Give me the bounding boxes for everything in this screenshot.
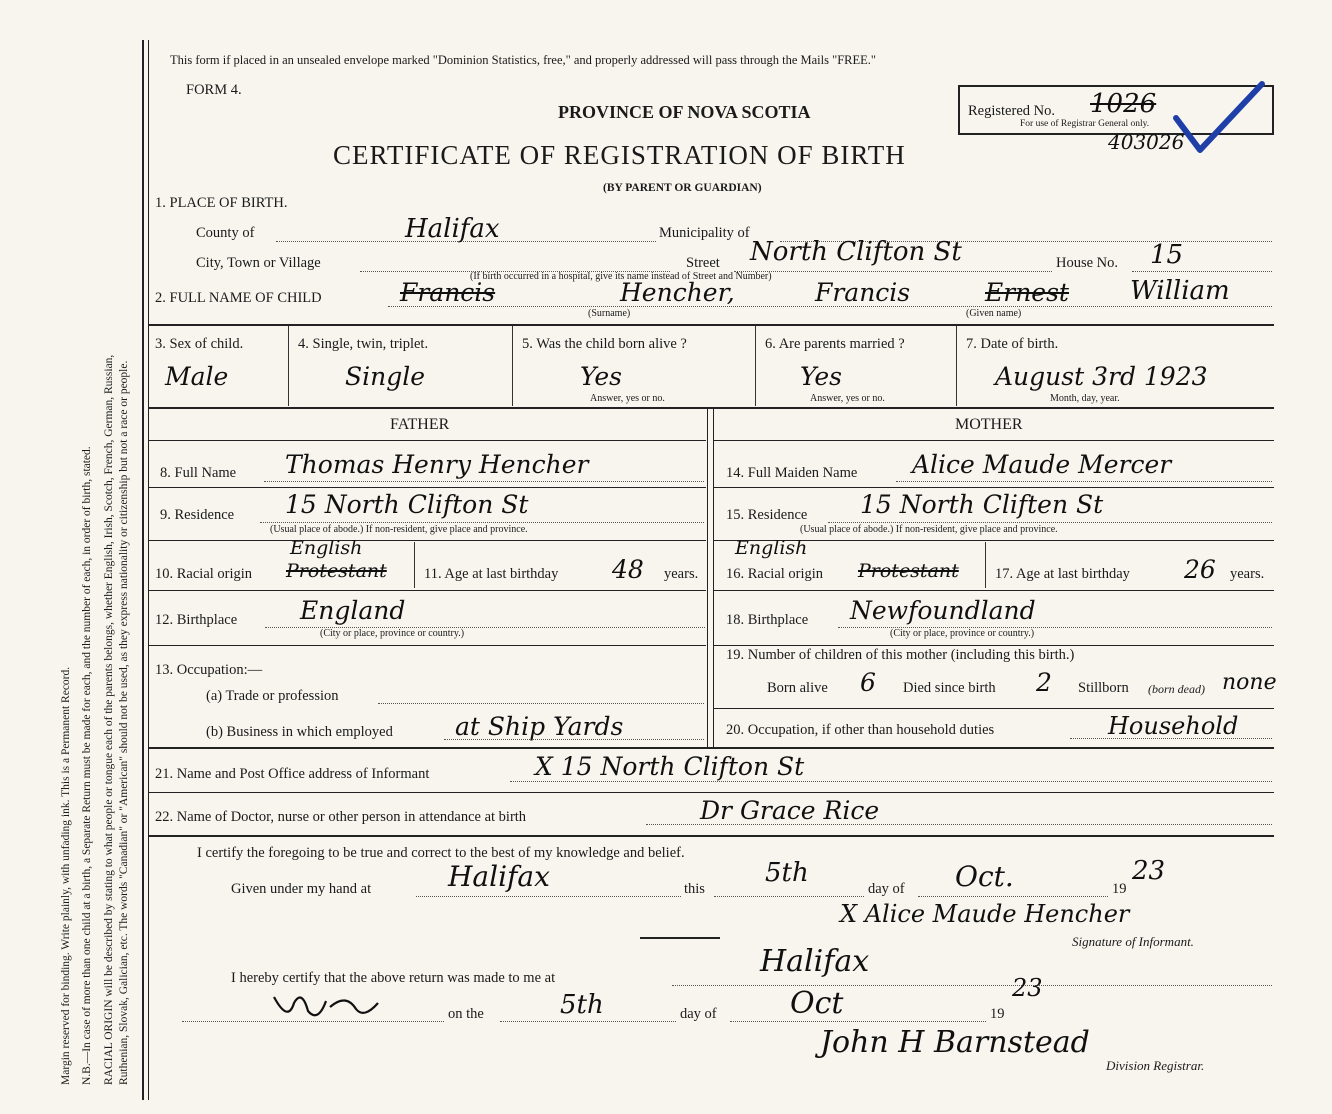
mother-age-label: 17. Age at last birthday (995, 566, 1130, 582)
street-label: Street (686, 255, 720, 271)
born-alive-value: Yes (580, 362, 622, 391)
registrar-note: For use of Registrar General only. (1020, 119, 1150, 129)
hereby-text: I hereby certify that the above return was made to me at (231, 970, 556, 986)
province-heading: PROVINCE OF NOVA SCOTIA (558, 102, 811, 122)
father-birthplace-caption: (City or place, province or country.) (320, 628, 465, 639)
business-value: at Ship Yards (455, 712, 624, 741)
died-label: Died since birth (903, 680, 996, 696)
informant-value: X 15 North Clifton St (535, 752, 805, 781)
nb-note: N.B.—In case of more than one child at a birth, a Separate Return must be made for each, and the number of each, in order of birth, stated. (81, 446, 93, 1085)
given-year: 23 (1132, 856, 1166, 886)
doctor-label: 22. Name of Doctor, nurse or other person in attendance at birth (155, 809, 527, 825)
father-racial-struck: Protestant (286, 560, 387, 582)
stamp-number: 403026 (1108, 130, 1185, 154)
plurality-label: 4. Single, twin, triplet. (298, 336, 429, 352)
mother-heading: MOTHER (955, 416, 1023, 433)
married-label: 6. Are parents married ? (765, 336, 905, 352)
registered-label: Registered No. (968, 103, 1055, 119)
racial-origin-note: RACIAL ORIGIN will be described by stating to what people or tongue each of the parents belongs, whether English, Irish, Scotch, French, German, Russian, (103, 354, 115, 1085)
sex-label: 3. Sex of child. (155, 336, 244, 352)
house-value: 15 (1150, 240, 1184, 270)
mother-racial-label: 16. Racial origin (726, 566, 824, 582)
received-month: Oct (790, 986, 844, 1021)
mother-birthplace-value: Newfoundland (850, 596, 1036, 625)
father-heading: FATHER (390, 416, 450, 433)
trade-label: (a) Trade or profession (206, 688, 339, 704)
mother-name-label: 14. Full Maiden Name (726, 465, 858, 481)
informant-sig-caption: Signature of Informant. (1072, 934, 1194, 949)
child-name-label: 2. FULL NAME OF CHILD (155, 290, 322, 306)
given-day: 5th (765, 858, 809, 888)
father-residence-value: 15 North Clifton St (285, 490, 529, 519)
certificate-subtitle: (BY PARENT OR GUARDIAN) (603, 182, 762, 194)
municipality-label: Municipality of (659, 225, 750, 241)
child-given-name: Francis (815, 278, 911, 307)
on-the-label: on the (448, 1006, 484, 1022)
child-name-struck: Francis (400, 278, 496, 307)
received-day-of-label: day of (680, 1006, 717, 1022)
place-of-birth-heading: 1. PLACE OF BIRTH. (155, 195, 288, 211)
margin-note: Margin reserved for binding. Write plainly, with unfading ink. This is a Permanent Record. (60, 666, 72, 1085)
check-mark-icon (1170, 78, 1270, 168)
given-name-caption: (Given name) (966, 308, 1022, 319)
certificate-title: CERTIFICATE OF REGISTRATION OF BIRTH (333, 140, 906, 170)
racial-origin-note-2: Ruthenian, Slovak, Galician, etc. The words "Canadian" or "American" should not be used, as they express nationality or citizenship but not a race or people. (118, 360, 130, 1085)
mother-name-value: Alice Maude Mercer (912, 450, 1172, 479)
mother-birthplace-caption: (City or place, province or country.) (890, 628, 1035, 639)
mother-years: years. (1230, 566, 1265, 582)
stillborn-note: (born dead) (1148, 682, 1205, 696)
this-label: this (684, 881, 705, 897)
county-value: Halifax (405, 214, 500, 244)
father-racial-value: English (290, 537, 363, 559)
registrar-signature: John H Barnstead (820, 1025, 1090, 1060)
married-caption: Answer, yes or no. (810, 393, 885, 404)
father-age-value: 48 (612, 555, 644, 584)
informant-label: 21. Name and Post Office address of Informant (155, 766, 430, 782)
mail-note: This form if placed in an unsealed envelope marked "Dominion Statistics, free," and properly addressed will pass through the Mails "FREE." (170, 53, 877, 67)
given-month: Oct. (955, 860, 1014, 893)
stillborn-label: Stillborn (1078, 680, 1129, 696)
mother-residence-label: 15. Residence (726, 507, 808, 523)
born-alive-label: 5. Was the child born alive ? (522, 336, 687, 352)
informant-signature: X Alice Maude Hencher (840, 900, 1130, 928)
stillborn-value: none (1222, 670, 1277, 695)
born-alive-count-label: Born alive (767, 680, 828, 696)
father-occupation-label: 13. Occupation:— (155, 662, 263, 678)
mother-occupation-label: 20. Occupation, if other than household duties (726, 722, 995, 738)
doctor-value: Dr Grace Rice (700, 796, 880, 825)
received-year-prefix: 19 (990, 1006, 1005, 1022)
mother-age-value: 26 (1184, 555, 1216, 584)
dob-value: August 3rd 1923 (995, 362, 1208, 391)
died-count: 2 (1036, 668, 1052, 697)
given-year-prefix: 19 (1112, 881, 1127, 897)
father-birthplace-value: England (300, 596, 406, 625)
registrar-caption: Division Registrar. (1106, 1058, 1205, 1073)
married-value: Yes (800, 362, 842, 391)
mother-residence-value: 15 North Cliften St (860, 490, 1104, 519)
certify-text: I certify the foregoing to be true and correct to the best of my knowledge and belief. (197, 845, 685, 861)
surname-caption: (Surname) (588, 308, 631, 319)
father-age-label: 11. Age at last birthday (424, 566, 559, 582)
mother-racial-value: English (735, 537, 808, 559)
received-year: 23 (1012, 974, 1043, 1002)
registered-number: 1026 (1090, 89, 1157, 119)
mother-birthplace-label: 18. Birthplace (726, 612, 809, 628)
given-label: Given under my hand at (231, 881, 372, 897)
father-name-value: Thomas Henry Hencher (285, 450, 589, 479)
father-years: years. (664, 566, 699, 582)
given-day-of-label: day of (868, 881, 905, 897)
registrar-scrawl-icon (268, 985, 388, 1025)
hospital-note: (If birth occurred in a hospital, give its name instead of Street and Number) (470, 271, 772, 282)
left-border (142, 40, 144, 1100)
business-label: (b) Business in which employed (206, 724, 393, 740)
left-border-inner (148, 40, 149, 1100)
alive-caption: Answer, yes or no. (590, 393, 665, 404)
father-name-label: 8. Full Name (160, 465, 237, 481)
father-residence-label: 9. Residence (160, 507, 235, 523)
dob-label: 7. Date of birth. (966, 336, 1059, 352)
mother-residence-caption: (Usual place of abode.) If non-resident, give place and province. (800, 524, 1058, 535)
born-alive-count: 6 (860, 668, 876, 697)
child-surname: Hencher, (620, 278, 735, 307)
street-value: North Clifton St (750, 237, 962, 267)
plurality-value: Single (345, 362, 426, 391)
received-place: Halifax (760, 944, 870, 979)
child-name-struck-2: Ernest (985, 278, 1069, 307)
house-label: House No. (1056, 255, 1119, 271)
received-day: 5th (560, 990, 604, 1020)
city-label: City, Town or Village (196, 255, 321, 271)
child-extra-name: William (1130, 276, 1230, 306)
sex-value: Male (165, 362, 229, 391)
mother-occupation-value: Household (1108, 712, 1239, 740)
county-label: County of (196, 225, 255, 241)
given-place: Halifax (448, 860, 550, 893)
father-racial-label: 10. Racial origin (155, 566, 253, 582)
father-birthplace-label: 12. Birthplace (155, 612, 238, 628)
father-residence-caption: (Usual place of abode.) If non-resident, give place and province. (270, 524, 528, 535)
dob-caption: Month, day, year. (1050, 393, 1120, 404)
mother-racial-struck: Protestant (858, 560, 959, 582)
form-number: FORM 4. (186, 82, 242, 98)
children-count-label: 19. Number of children of this mother (including this birth.) (726, 647, 1075, 663)
